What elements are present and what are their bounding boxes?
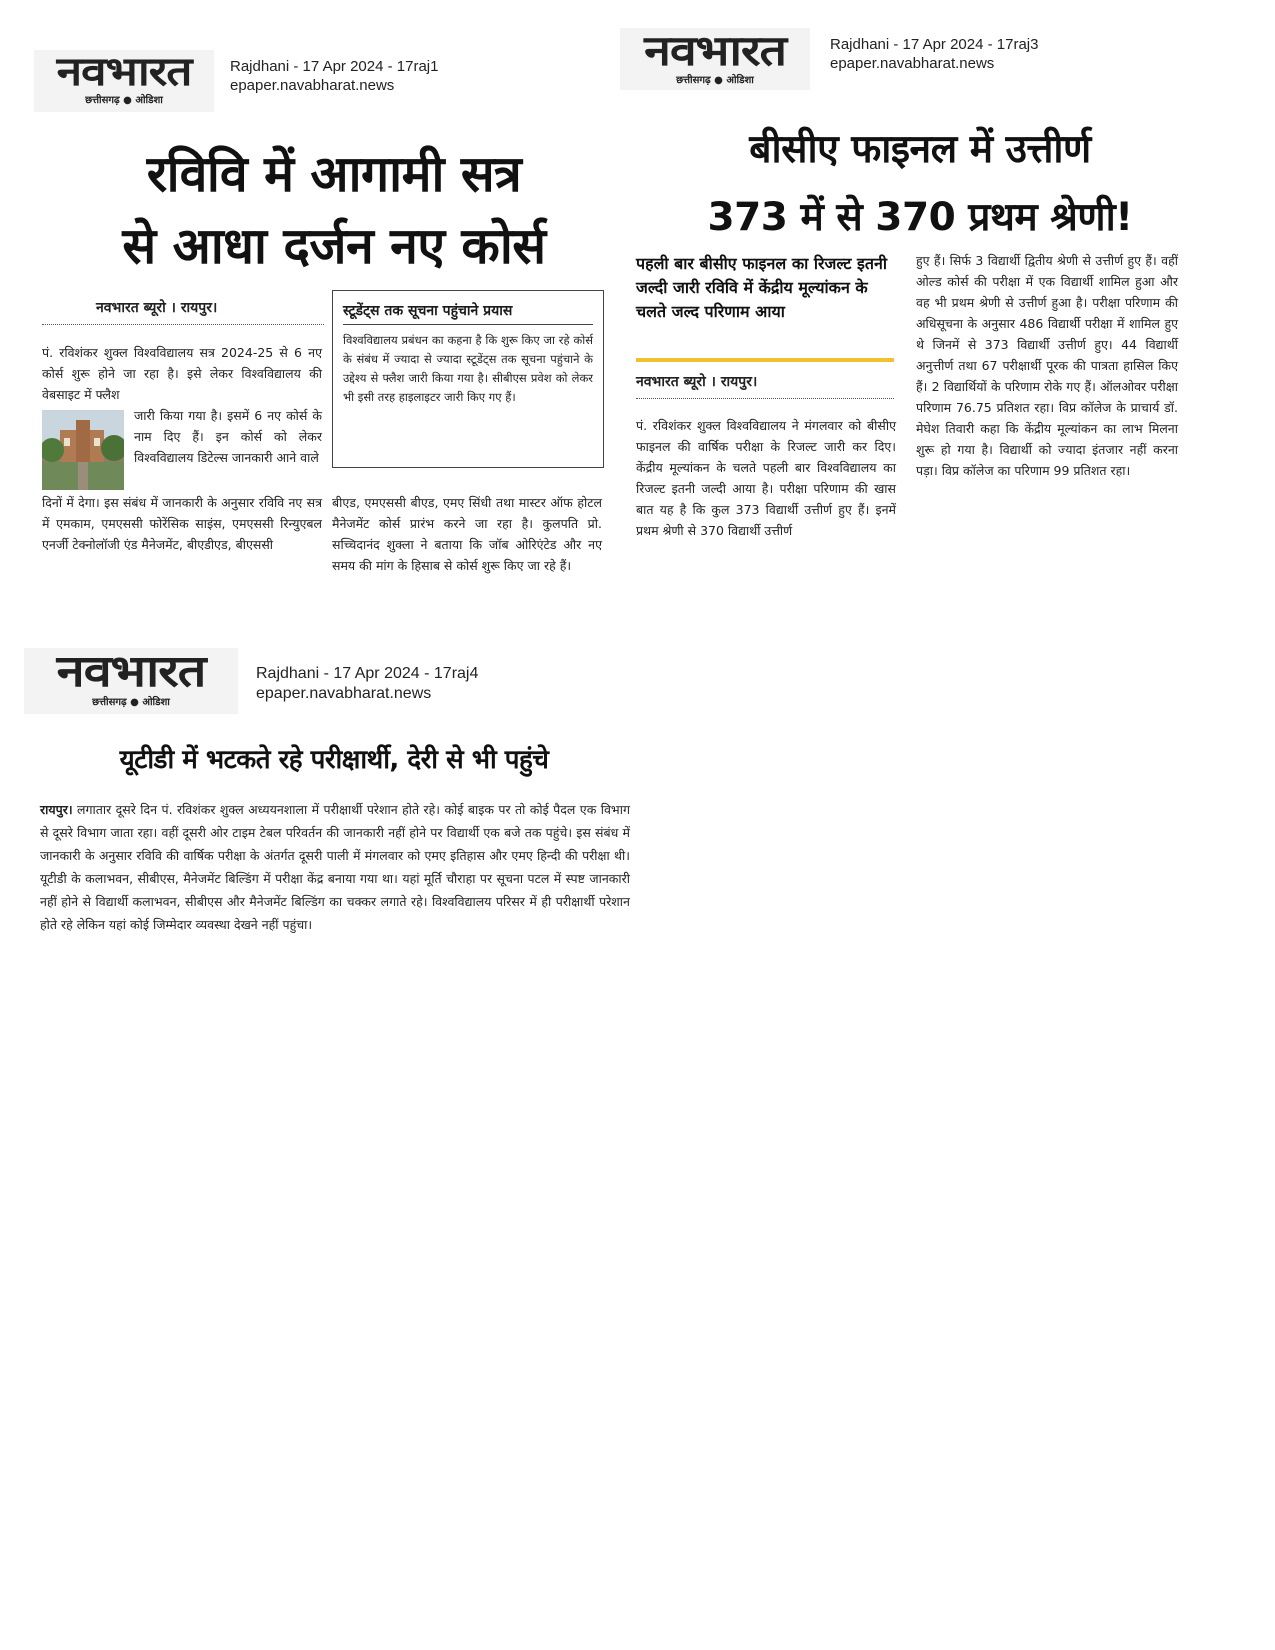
logo-subtitle: छत्तीसगढ़ ● ओडिशा <box>92 697 170 708</box>
logo-name: नवभारत <box>56 646 206 697</box>
headline <box>34 138 634 282</box>
epaper-site: epaper.navabharat.news <box>230 76 395 94</box>
subhead-accent-rule <box>636 358 894 362</box>
epaper-site: epaper.navabharat.news <box>256 685 432 702</box>
edition-meta <box>830 36 1038 74</box>
headline-line-2: 373 में से 370 प्रथम श्रेणी! <box>707 195 1133 240</box>
headline-line-1: रविवि में आगामी सत्र <box>146 145 522 203</box>
campus-photo <box>42 410 124 490</box>
navabharat-logo <box>24 648 238 714</box>
para-rest: दिनों में देगा। इस संबंध में जानकारी के अनुसार रविवि नए सत्र में एमकाम, एमएससी फोरेंसिक साइंस, एमएससी रिन्युएबल एनर्जी टेक्नोलॉजी एंड मैनेजमेंट, बीएडीएड, बीएससी <box>42 495 322 552</box>
info-box <box>332 290 604 468</box>
logo-subtitle: छत्तीसगढ़ ● ओडिशा <box>676 75 754 86</box>
edition-label: Rajdhani - 17 Apr 2024 - 17raj4 <box>256 665 479 682</box>
info-box-text: विश्वविद्यालय प्रबंधन का कहना है कि शुरू किए जा रहे कोर्स के संबंध में ज्यादा से ज्यादा स्टूडेंट्स तक सूचना पहुंचाने के उद्देश्य से फ्लैश जारी किया गया है। सीबीएस प्रवेश को लेकर भी इसी तरह हाइलाइटर जारी किए गए हैं। <box>343 333 593 404</box>
headline: यूटीडी में भटकते रहे परीक्षार्थी, देरी से भी पहुंचे <box>119 745 549 775</box>
para-wrap: जारी किया गया है। इसमें 6 नए कोर्स के नाम दिए हैं। इन कोर्स को लेकर विश्वविद्यालय डिटेल्स जानकारी आने वाले <box>134 408 322 465</box>
body-text: लगातार दूसरे दिन पं. रविशंकर शुक्ल अध्ययनशाला में परीक्षार्थी परेशान होते रहे। कोई बाइक पर तो कोई पैदल एक विभाग से दूसरे विभाग जाता रहा। वहीं दूसरी ओर टाइम टेबल परिवर्तन की जानकारी नहीं होने पर विद्यार्थी एक बजे तक पहुंचे। इस संबंध में जानकारी के अनुसार रविवि की वार्षिक परीक्षा के अंतर्गत दूसरी पाली में मंगलवार को एमए इतिहास और एमए हिन्दी की परीक्षा थी। यूटीडी के कलाभवन, सीबीएस, मैनेजमेंट बिल्डिंग में परीक्षा केंद्र बनाया गया था। यहां मूर्ति चौराहा पर सूचना पटल में स्पष्ट जानकारी नहीं होने से विद्यार्थी कलाभवन, सीबीएस और मैनेजमेंट बिल्डिंग का चक्कर लगाते रहे। विश्वविद्यालय परिसर में ही परीक्षार्थी परेशान होते रहे लेकिन यहां कोई जिम्मेदार व्यवस्था देखने नहीं पहुंचा। <box>40 802 630 932</box>
article-body <box>40 798 630 936</box>
subhead: पहली बार बीसीए फाइनल का रिजल्ट इतनी जल्दी जारी रविवि में केंद्रीय मूल्यांकन के चलते जल्द परिणाम आया <box>636 254 888 321</box>
dateline: रायपुर। <box>40 802 73 817</box>
logo-subtitle: छत्तीसगढ़ ● ओडिशा <box>85 95 163 106</box>
logo-name: नवभारत <box>56 49 192 95</box>
para-col1: पं. रविशंकर शुक्ल विश्वविद्यालय ने मंगलवार को बीसीए फाइनल की वार्षिक परीक्षा के रिजल्ट जारी कर दिए। केंद्रीय मूल्यांकन के चलते पहली बार विश्वविद्यालय का रिजल्ट इतनी जल्दी आया है। परीक्षा परिणाम की खास बात यह है कि कुल 373 विद्यार्थी उत्तीर्ण हुए हैं। इनमें प्रथम श्रेणी से 370 विद्यार्थी उत्तीर्ण <box>636 418 896 538</box>
clip-3-utd-students <box>24 640 644 1000</box>
navabharat-logo <box>34 50 214 112</box>
byline-rule <box>42 324 324 325</box>
headline <box>620 116 1220 252</box>
clip-1-courses <box>34 40 634 610</box>
edition-meta <box>230 58 438 96</box>
byline-rule <box>636 398 894 399</box>
edition-meta <box>256 664 478 704</box>
headline-line-1: बीसीए फाइनल में उत्तीर्ण <box>749 127 1091 172</box>
edition-label: Rajdhani - 17 Apr 2024 - 17raj3 <box>830 36 1039 53</box>
para-col2: हुए हैं। सिर्फ 3 विद्यार्थी द्वितीय श्रेणी से उत्तीर्ण हुए हैं। वहीं ओल्ड कोर्स की परीक्षा में एक विद्यार्थी शामिल हुआ और वह भी प्रथम श्रेणी से उत्तीर्ण हुआ है। परीक्षा परिणाम की अधिसूचना के अनुसार 486 विद्यार्थी परीक्षा में शामिल हुए थे जिनमें से 373 विद्यार्थी उत्तीर्ण हुए। 44 विद्यार्थी अनुत्तीर्ण तथा 67 परीक्षार्थी पूरक की पात्रता हासिल किए हैं। 2 विद्यार्थियों के परिणाम रोके गए हैं। ऑलओवर परीक्षा परिणाम 76.75 प्रतिशत रहा। विप्र कॉलेज के प्राचार्य डॉ. मेघेश तिवारी कहा कि केंद्रीय मूल्यांकन का लाभ मिलना शुरू हो गया है। विद्यार्थी को ज्यादा इंतजार नहीं करना पड़ा। विप्र कॉलेज का परिणाम 99 प्रतिशत रहा। <box>916 253 1178 478</box>
epaper-site: epaper.navabharat.news <box>830 54 995 72</box>
headline-line-2: से आधा दर्जन नए कोर्स <box>122 217 546 275</box>
edition-label: Rajdhani - 17 Apr 2024 - 17raj1 <box>230 58 439 75</box>
para-lead: पं. रविशंकर शुक्ल विश्वविद्यालय सत्र 2024-25 से 6 नए कोर्स शुरू होने जा रहा है। इसे लेकर विश्वविद्यालय की वेबसाइट में फ्लैश <box>42 345 322 402</box>
campus-building-icon <box>42 410 124 490</box>
logo-name: नवभारत <box>644 26 786 75</box>
clip-2-bca-results <box>620 20 1250 630</box>
navabharat-logo <box>620 28 810 90</box>
byline: नवभारत ब्यूरो । रायपुर। <box>96 300 218 316</box>
para-col2: बीएड, एमएससी बीएड, एमए सिंधी तथा मास्टर ऑफ होटल मैनेजमेंट कोर्स प्रारंभ करने जा रहा है। कुलपति प्रो. सच्चिदानंद शुक्ला ने बताया कि जॉब ओरिएंटेड और नए समय की मांग के हिसाब से कोर्स शुरू किए जा रहे हैं। <box>332 495 602 573</box>
byline: नवभारत ब्यूरो । रायपुर। <box>636 374 758 390</box>
info-box-title: स्टूडेंट्स तक सूचना पहुंचाने प्रयास <box>343 301 593 325</box>
